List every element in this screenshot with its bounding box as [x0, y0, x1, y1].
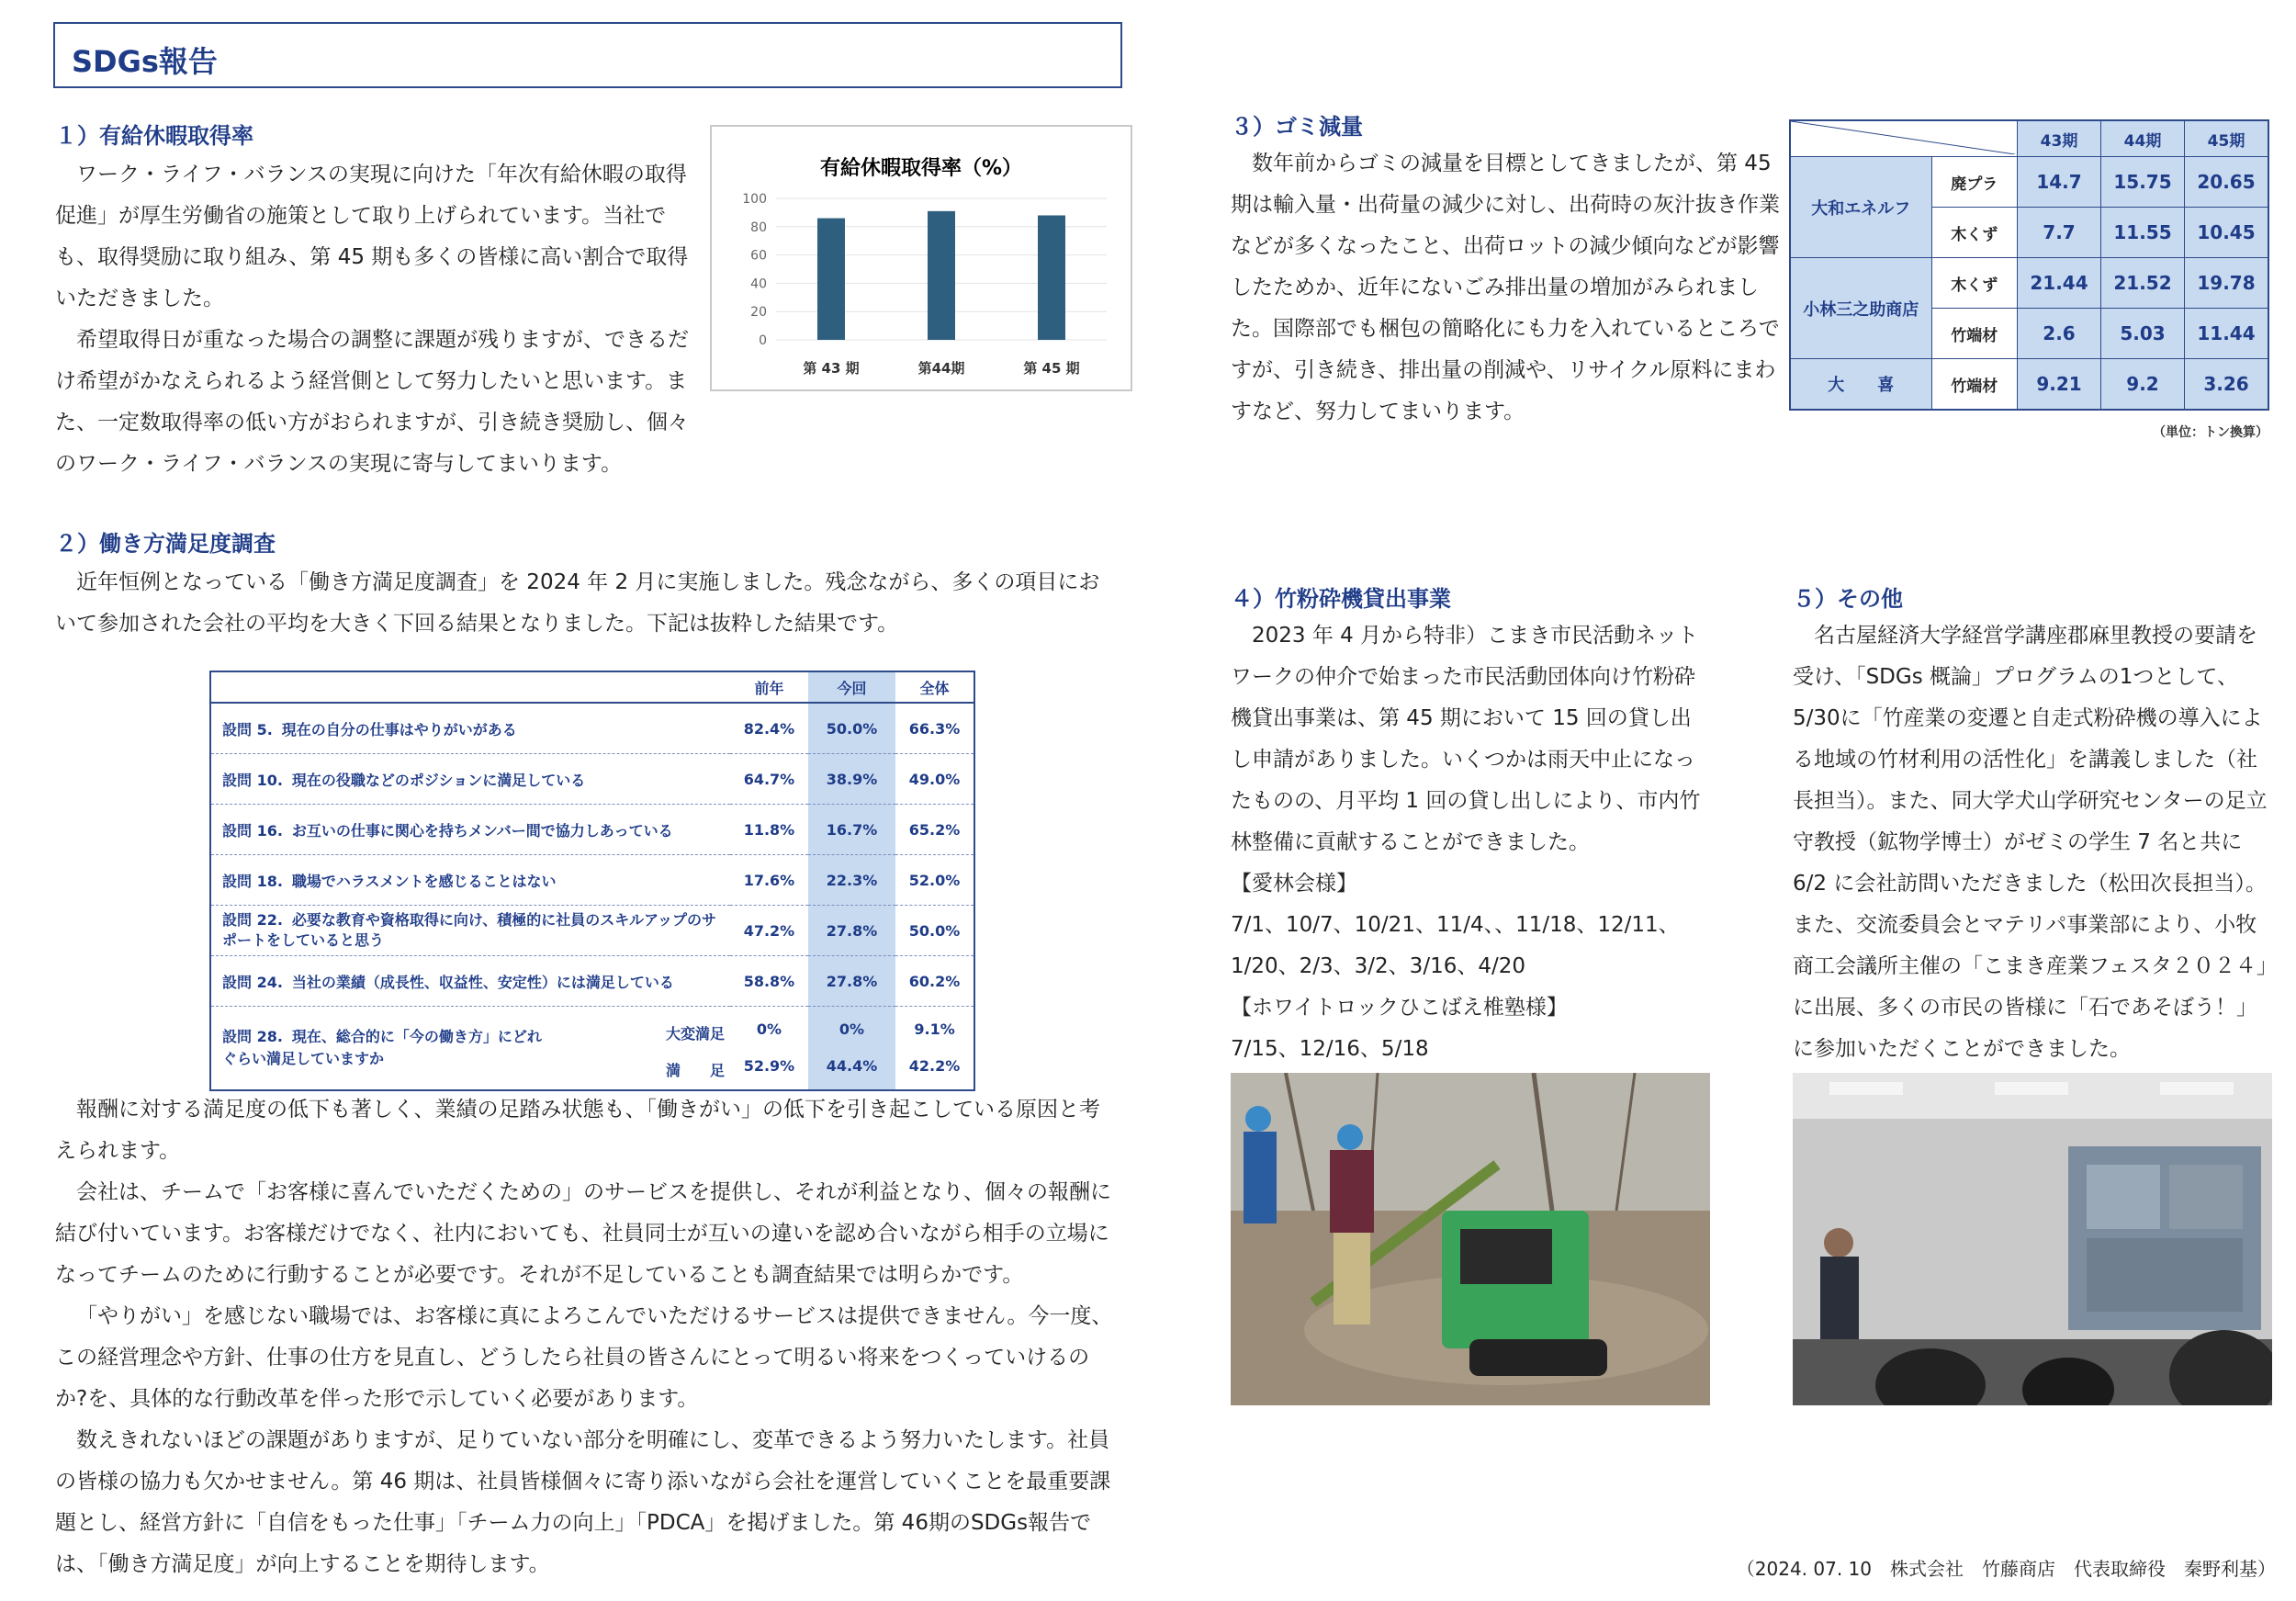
table-row — [210, 855, 974, 906]
value-all: 52.0% — [895, 855, 974, 906]
column-header: 45期 — [2185, 120, 2269, 157]
column-header: 44期 — [2101, 120, 2185, 157]
photo-illustration — [1231, 1073, 1710, 1405]
waste-value: 9.2 — [2101, 359, 2185, 411]
waste-value: 2.6 — [2018, 309, 2101, 359]
column-header: 前年 — [730, 671, 808, 703]
waste-value: 15.75 — [2101, 157, 2185, 208]
value-now: 27.8% — [808, 956, 895, 1007]
value-prev: 47.2% — [730, 906, 808, 956]
value-all: 42.2% — [908, 1057, 961, 1075]
value-all: 60.2% — [895, 956, 974, 1007]
value-prev: 52.9% — [743, 1057, 795, 1075]
value-now: 38.9% — [808, 754, 895, 805]
question-text: 現在の役職などのポジションに満足している — [291, 771, 586, 789]
page-title: SDGs報告 — [72, 44, 218, 79]
group-dates: 7/15、12/16、5/18 — [1231, 1037, 1429, 1061]
question-number: 設問 28. — [222, 1028, 283, 1045]
waste-value: 11.44 — [2185, 309, 2269, 359]
table-row — [210, 906, 974, 956]
table-row — [1790, 157, 2268, 208]
value-all: 9.1% — [914, 1020, 955, 1038]
section-1-heading: １）有給休暇取得率 — [55, 123, 253, 149]
y-tick-label: 40 — [750, 276, 767, 292]
answer-label: 大変満足 — [666, 1025, 726, 1043]
value-all: 49.0% — [895, 754, 974, 805]
photo-illustration — [1793, 1073, 2272, 1405]
value-all: 65.2% — [895, 805, 974, 855]
value-now: 44.4% — [826, 1057, 878, 1075]
section-4-heading: ４）竹粉砕機貸出事業 — [1231, 586, 1451, 612]
table-row — [210, 1007, 974, 1091]
waste-value: 21.52 — [2101, 258, 2185, 309]
value-prev: 82.4% — [730, 703, 808, 754]
bamboo-chipper-photo — [1231, 1073, 1710, 1405]
section-5-body — [1793, 615, 2274, 1070]
paragraph: 会社は、チームで「お客様に喜んでいただくための」のサービスを提供し、それが利益となり、個々の報酬に結び付いています。お客様だけでなく、社内においても、社員同士が互いの違いを認め合いながら相手の立場になってチームのために行動することが必要です。それが不足していることも調査結果では明らかです。 — [55, 1180, 1111, 1287]
waste-value: 5.03 — [2101, 309, 2185, 359]
lecture-photo — [1793, 1073, 2272, 1405]
bar — [817, 219, 845, 340]
waste-type: 竹端材 — [1931, 359, 2017, 411]
waste-value: 14.7 — [2018, 157, 2101, 208]
value-prev: 17.6% — [730, 855, 808, 906]
satisfaction-table — [209, 671, 975, 1091]
y-tick-label: 60 — [750, 248, 767, 264]
table-row — [1790, 258, 2268, 309]
table-row — [210, 754, 974, 805]
waste-type: 廃プラ — [1931, 157, 2017, 208]
value-prev: 0% — [756, 1020, 782, 1038]
value-now: 16.7% — [808, 805, 895, 855]
waste-value: 11.55 — [2101, 208, 2185, 258]
x-tick-label: 第 43 期 — [803, 360, 860, 377]
question-number: 設問 18. — [222, 872, 283, 890]
y-tick-label: 20 — [750, 305, 767, 321]
company-name: 大和エネルフ — [1790, 157, 1931, 258]
y-tick-label: 80 — [750, 220, 767, 235]
bar — [1038, 215, 1065, 340]
question-text: 必要な教育や資格取得に向け、積極的に社員のスキルアップのサポートをしていると思う — [222, 911, 717, 949]
question-text: 現在の自分の仕事はやりがいがある — [281, 720, 517, 738]
group-name: 【愛林会様】 — [1231, 872, 1357, 896]
paragraph: 近年恒例となっている「働き方満足度調査」を 2024 年 2 月に実施しました。残念ながら、多くの項目において参加された会社の平均を大きく下回る結果となりました。下記は抜粋した結果です。 — [55, 570, 1100, 636]
section-5-heading: ５）その他 — [1793, 586, 1903, 612]
paragraph: 「やりがい」を感じない職場では、お客様に真によろこんでいただけるサービスは提供できません。今一度、この経営理念や方針、仕事の仕方を見直し、どうしたら社員の皆さんにとって明るい将来をつくっていけるのか?を、具体的な行動改革を伴った形で示していく必要があります。 — [55, 1304, 1113, 1411]
x-tick-label: 第 45 期 — [1023, 360, 1080, 377]
column-header: 43期 — [2018, 120, 2101, 157]
section-2-body — [55, 1089, 1120, 1585]
value-prev: 58.8% — [730, 956, 808, 1007]
group-name: 【ホワイトロックひこばえ椎塾様】 — [1231, 996, 1568, 1020]
section-2-intro — [55, 562, 1120, 645]
waste-value: 10.45 — [2185, 208, 2269, 258]
waste-value: 21.44 — [2018, 258, 2101, 309]
waste-type: 木くず — [1931, 258, 2017, 309]
answer-label: 満 足 — [666, 1062, 726, 1079]
section-2-heading: ２）働き方満足度調査 — [55, 531, 276, 557]
waste-table — [1789, 119, 2269, 411]
question-number: 設問 10. — [222, 771, 283, 789]
paragraph: ワーク・ライフ・バランスの実現に向けた「年次有給休暇の取得促進」が厚生労働省の施策として取り上げられています。当社でも、取得奨励に取り組み、第 45 期も多くの皆様に高い割合で取得いただきました。 — [55, 163, 689, 310]
value-now: 22.3% — [808, 855, 895, 906]
question-number: 設問 24. — [222, 973, 283, 991]
question-text: 現在、総合的に「今の働き方」にどれぐらい満足していますか — [222, 1028, 542, 1067]
value-now: 27.8% — [808, 906, 895, 956]
chart-svg — [712, 127, 1131, 389]
waste-value: 3.26 — [2185, 359, 2269, 411]
diagonal-line — [1791, 121, 2015, 154]
waste-type: 木くず — [1931, 208, 2017, 258]
table-header-row — [1790, 120, 2268, 157]
section-3-body — [1231, 143, 1780, 433]
x-tick-label: 第44期 — [917, 360, 965, 377]
paragraph: 希望取得日が重なった場合の調整に課題が残りますが、できるだけ希望がかなえられるよう経営側として努力したいと思います。また、一定数取得率の低い方がおられますが、引き続き奨励し、個々のワーク・ライフ・バランスの実現に寄与してまいります。 — [55, 328, 689, 476]
paragraph: 数えきれないほどの課題がありますが、足りていない部分を明確にし、変革できるよう努力いたします。社員の皆様の協力も欠かせません。第 46 期は、社員皆様個々に寄り添いながら会社を運営していくことを最重要課題とし、経営方針に「自信をもった仕事」「チーム力の向上」「PDCA」を掲げました。第 46期のSDGs報告では、「働き方満足度」が向上することを期待します。 — [55, 1428, 1111, 1576]
waste-type: 竹端材 — [1931, 309, 2017, 359]
value-now: 50.0% — [808, 703, 895, 754]
question-text: 当社の業績（成長性、収益性、安定性）には満足している — [291, 973, 674, 991]
waste-value: 7.7 — [2018, 208, 2101, 258]
company-name: 大 喜 — [1790, 359, 1931, 411]
section-4-body — [1231, 615, 1708, 1070]
bar — [928, 211, 955, 340]
value-prev: 11.8% — [730, 805, 808, 855]
unit-note: （単位：トン換算） — [2153, 425, 2268, 440]
value-prev: 64.7% — [730, 754, 808, 805]
y-tick-label: 100 — [742, 192, 767, 207]
company-name: 小林三之助商店 — [1790, 258, 1931, 359]
question-number: 設問 5. — [222, 720, 273, 738]
y-tick-label: 0 — [759, 333, 767, 348]
value-all: 50.0% — [895, 906, 974, 956]
chart-title: 有給休暇取得率（%） — [819, 157, 1023, 180]
column-header: 今回 — [808, 671, 895, 703]
question-text: お互いの仕事に関心を持ちメンバー間で協力しあっている — [291, 821, 673, 840]
value-now: 0% — [838, 1020, 865, 1038]
question-number: 設問 22. — [222, 911, 283, 929]
section-3-heading: ３）ゴミ減量 — [1231, 114, 1363, 140]
paragraph: 名古屋経済大学経営学講座郡麻里教授の要請を受け、「SDGs 概論」プログラムの1つとして、5/30に「竹産業の変遷と自走式粉砕機の導入による地域の竹材利用の活性化」を講義しました（社長担当）。また、同大学犬山学研究センターの足立守教授（鉱物学博士）がゼミの学生 7 名と共に 6/2 に会社訪問いただきました（松田次長担当）。また、交流委員会とマテリパ事業部により、小牧商工会議所主催の「こまき産業フェスタ２０２４」に出展、多くの市民の皆様に「石であそぼう！」に参加いただくことができました。 — [1793, 624, 2268, 1061]
paragraph: 2023 年 4 月から特非）こまき市民活動ネットワークの仲介で始まった市民活動団体向け竹粉砕機貸出事業は、第 45 期において 15 回の貸し出し申請がありました。いくつかは雨天中止になったものの、月平均 1 回の貸し出しにより、市内竹林整備に貢献することができました。 — [1231, 624, 1701, 854]
table-row — [1790, 359, 2268, 411]
paragraph: 数年前からゴミの減量を目標としてきましたが、第 45 期は輸入量・出荷量の減少に対し、出荷時の灰汁抜き作業などが多くなったこと、出荷ロットの減少傾向などが影響したためか、近年にないごみ排出量の増加がみられました。国際部でも梱包の簡略化にも力を入れているところですが、引き続き、排出量の削減や、リサイクル原料にまわすなど、努力してまいります。 — [1231, 152, 1780, 423]
group-dates: 7/1、10/7、10/21、11/4、、11/18、12/11、1/20、2/3、3/2、3/16、4/20 — [1231, 913, 1680, 978]
table-row — [210, 805, 974, 855]
column-header: 全体 — [895, 671, 974, 703]
waste-value: 20.65 — [2185, 157, 2269, 208]
leave-rate-chart — [710, 125, 1132, 391]
question-text: 職場でハラスメントを感じることはない — [291, 872, 557, 890]
question-number: 設問 16. — [222, 821, 283, 840]
table-header-row — [210, 671, 974, 703]
waste-value: 9.21 — [2018, 359, 2101, 411]
table-row — [210, 703, 974, 754]
section-1-body — [55, 154, 689, 485]
report-title-box — [53, 22, 1122, 88]
waste-value: 19.78 — [2185, 258, 2269, 309]
table-row — [210, 956, 974, 1007]
paragraph: 報酬に対する満足度の低下も著しく、業績の足踏み状態も、「働きがい」の低下を引き起こしている原因と考えられます。 — [55, 1098, 1101, 1163]
value-all: 66.3% — [895, 703, 974, 754]
footer-signature: （2024. 07. 10 株式会社 竹藤商店 代表取締役 秦野利基） — [1736, 1558, 2276, 1580]
